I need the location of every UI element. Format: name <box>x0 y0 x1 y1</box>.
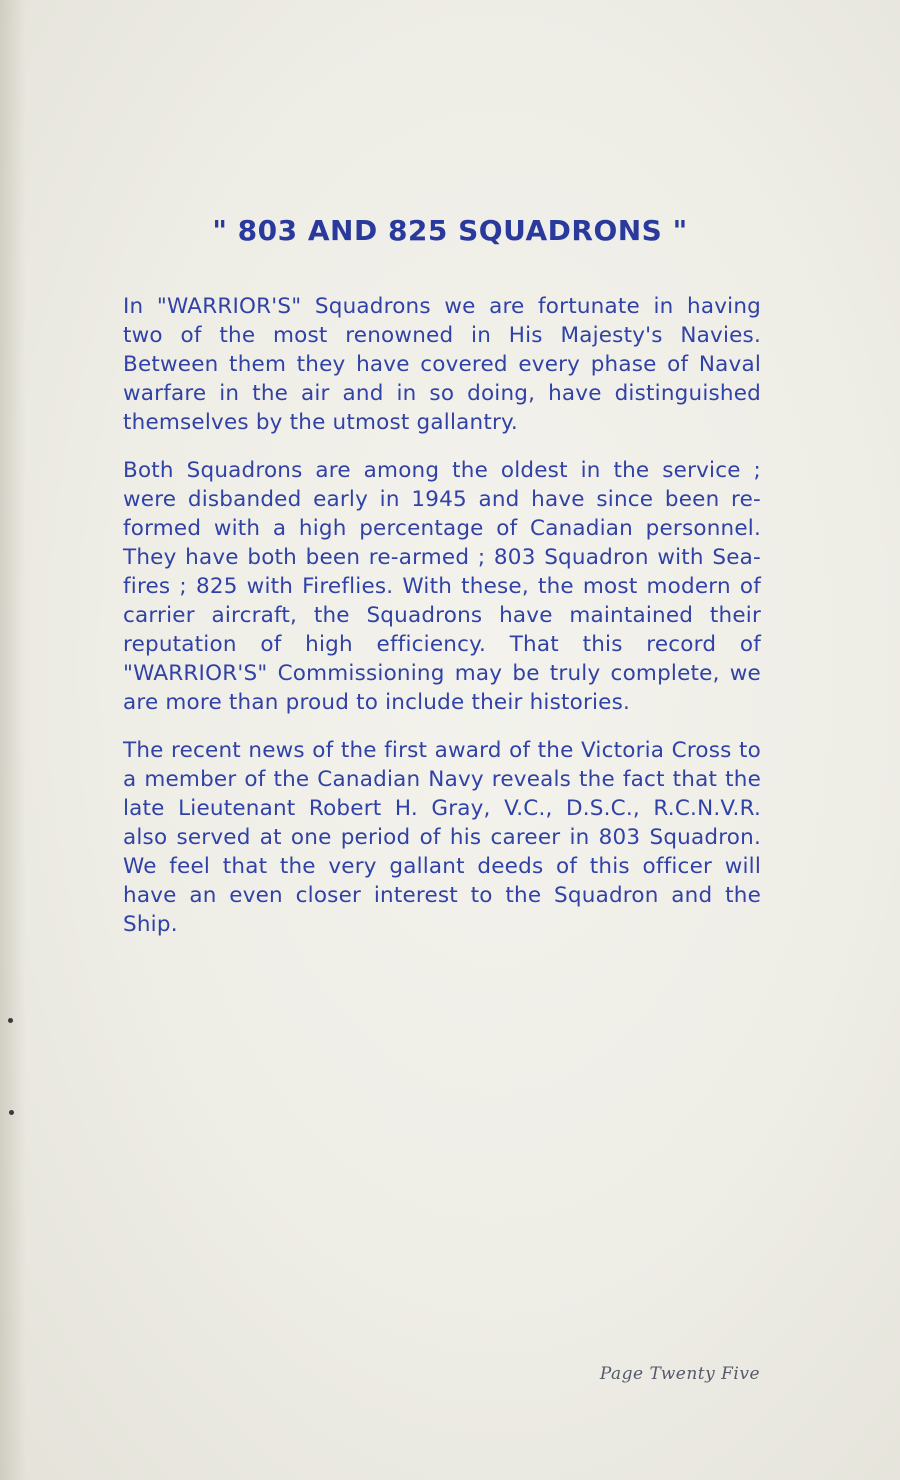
paper-speck <box>8 1018 13 1023</box>
paragraph-3: The recent news of the first award of the Victoria Cross to a member of the Canadian Navy reveals the fact that the late Lieutenant Robert H. Gray, V.C., D.S.C., R.C.N.V.R. also served at one period of his career in 803 Squadron. We feel that the very gallant deeds of this officer will have an even closer interest to the Squadron and the Ship. <box>123 738 761 937</box>
paragraph-2: Both Squadrons are among the oldest in the service ; were disbanded early in 1945 and have since been re-formed with a high percentage of Canadian personnel. They have both been re-armed ; 803 Squadron with Sea-fires ; 825 with Fireflies. With these, the most modern of carrier aircraft, the Squadrons have maintained their reputation of high efficiency. That this record of "WARRIOR'S" Commissioning may be truly complete, we are more than proud to include their histories. <box>123 458 761 715</box>
paragraph-1: In "WARRIOR'S" Squadrons we are fortunate in having two of the most renowned in His Majesty's Navies. Between them they have covered every phase of Naval warfare in the air and in so doing, have distinguished themselves by the utmost gallantry. <box>123 294 761 435</box>
paper-speck <box>9 1110 14 1115</box>
page-number: Page Twenty Five <box>599 1364 760 1384</box>
body-text <box>123 292 761 958</box>
page-title: " 803 AND 825 SQUADRONS " <box>212 214 688 247</box>
